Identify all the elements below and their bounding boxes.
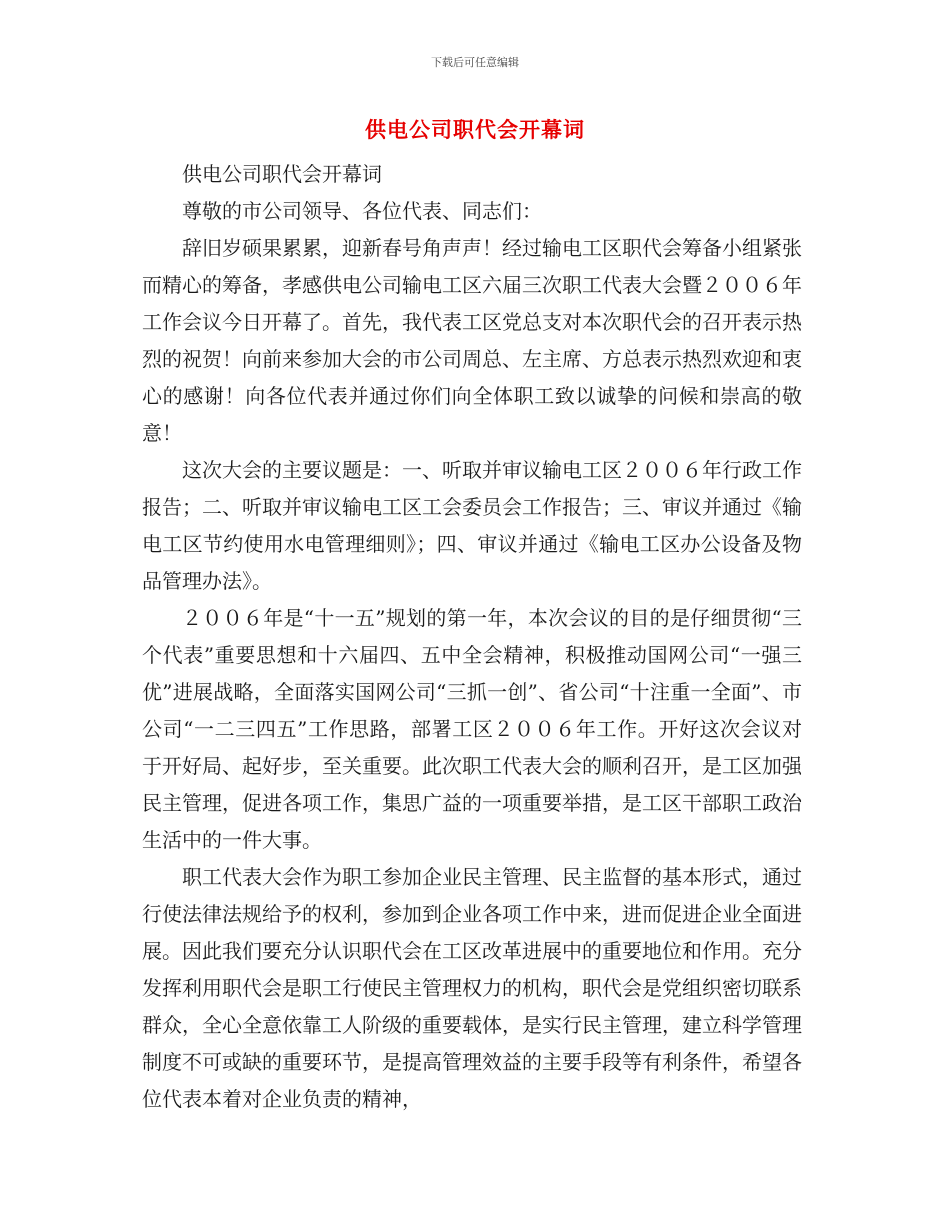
document-title: 供电公司职代会开幕词: [365, 118, 585, 142]
header-note: 下载后可任意编辑: [431, 56, 519, 69]
paragraph-agenda: 这次大会的主要议题是：一、听取并审议输电工区２００６年行政工作报告；二、听取并审议输电工区工会委员会工作报告；三、审议并通过《输电工区节约使用水电管理细则》；四、审议并通过《输电工区办公设备及物品管理办法》。: [142, 458, 802, 593]
document-body: [142, 156, 802, 1118]
paragraph-role: 职工代表大会作为职工参加企业民主管理、民主监督的基本形式，通过行使法律法规给予的权利，参加到企业各项工作中来，进而促进企业全面进展。因此我们要充分认识职代会在工区改革进展中的重要地位和作用。充分发挥利用职代会是职工行使民主管理权力的机构，职代会是党组织密切联系群众，全心全意依靠工人阶级的重要载体，是实行民主管理，建立科学管理制度不可或缺的重要环节，是提高管理效益的主要手段等有利条件，希望各位代表本着对企业负责的精神，: [142, 865, 802, 1111]
paragraph-heading: 供电公司职代会开幕词: [182, 162, 382, 186]
paragraph-opening: 辞旧岁硕果累累，迎新春号角声声！经过输电工区职代会筹备小组紧张而精心的筹备，孝感供电公司输电工区六届三次职工代表大会暨２００６年工作会议今日开幕了。首先，我代表工区党总支对本次职代会的召开表示热烈的祝贺！向前来参加大会的市公司周总、左主席、方总表示热烈欢迎和衷心的感谢！向各位代表并通过你们向全体职工致以诚挚的问候和崇高的敬意！: [142, 236, 802, 445]
paragraph-salutation: 尊敬的市公司领导、各位代表、同志们：: [182, 199, 542, 223]
paragraph-purpose: ２００６年是“十一五”规划的第一年，本次会议的目的是仔细贯彻“三个代表”重要思想和十六届四、五中全会精神，积极推动国网公司“一强三优”进展战略，全面落实国网公司“三抓一创”、省公司“十注重一全面”、市公司“一二三四五”工作思路，部署工区２００６年工作。开好这次会议对于开好局、起好步，至关重要。此次职工代表大会的顺利召开，是工区加强民主管理，促进各项工作，集思广益的一项重要举措，是工区干部职工政治生活中的一件大事。: [142, 606, 802, 852]
